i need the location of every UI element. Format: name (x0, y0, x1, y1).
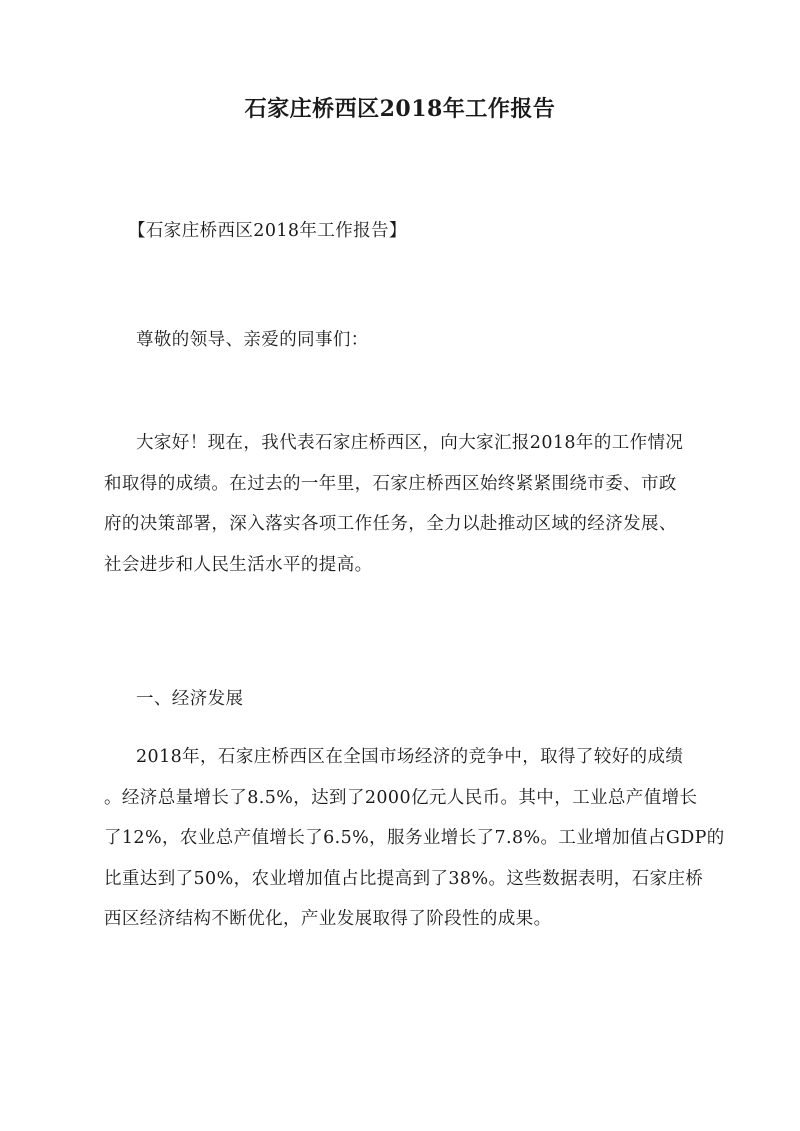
bracket-title: 【石家庄桥西区2018年工作报告】 (128, 221, 407, 241)
document-title: 石家庄桥西区2018年工作报告 (244, 96, 556, 122)
intro-line: 府的决策部署，深入落实各项工作任务，全力以赴推动区域的经济发展、 (104, 514, 677, 534)
section-heading-economy: 一、经济发展 (136, 689, 244, 709)
economy-line: 了12%，农业总产值增长了6.5%，服务业增长了7.8%。工业增加值占GDP的 (104, 828, 725, 848)
economy-paragraph (104, 737, 725, 940)
economy-line: 2018年，石家庄桥西区在全国市场经济的竞争中，取得了较好的成绩 (136, 747, 684, 767)
intro-line: 大家好！现在，我代表石家庄桥西区，向大家汇报2018年的工作情况 (136, 433, 684, 453)
economy-line: 比重达到了50%，农业增加值占比提高到了38%。这些数据表明，石家庄桥 (104, 868, 704, 889)
economy-line: 。经济总量增长了8.5%，达到了2000亿元人民币。其中，工业总产值增长 (104, 787, 698, 808)
salutation: 尊敬的领导、亲爱的同事们： (136, 330, 369, 350)
intro-line: 和取得的成绩。在过去的一年里，石家庄桥西区始终紧紧围绕市委、市政 (104, 473, 677, 494)
intro-paragraph (104, 423, 704, 585)
intro-line: 社会进步和人民生活水平的提高。 (104, 554, 373, 575)
economy-line: 西区经济结构不断优化，产业发展取得了阶段性的成果。 (104, 909, 552, 929)
